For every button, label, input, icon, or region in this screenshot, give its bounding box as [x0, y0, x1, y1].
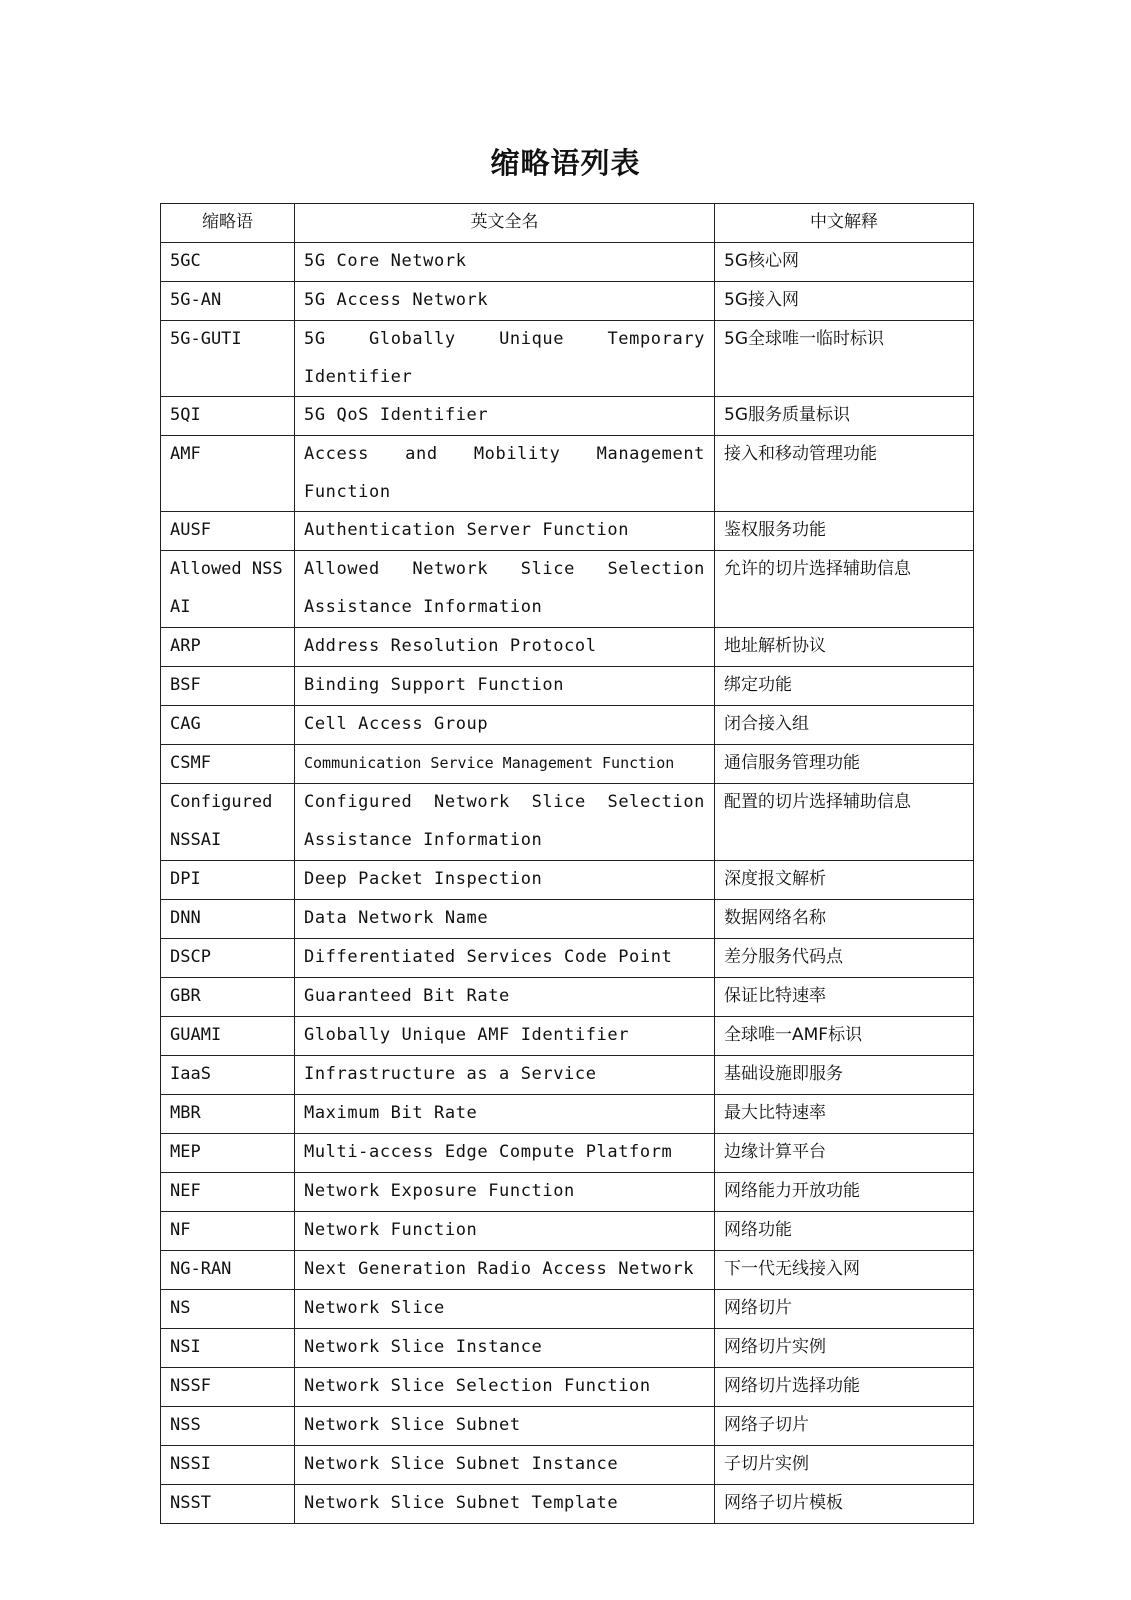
table-row — [161, 706, 974, 745]
abbr-cell: MEP — [161, 1134, 295, 1173]
english-cell: Configured Network Slice Selection Assistance Information — [295, 784, 715, 861]
abbr-cell: 5G-AN — [161, 282, 295, 321]
abbr-cell: NS — [161, 1290, 295, 1329]
abbr-cell: NSSF — [161, 1368, 295, 1407]
abbr-cell: Allowed NSSAI — [161, 551, 295, 628]
english-cell: Authentication Server Function — [295, 512, 715, 551]
abbr-cell: DNN — [161, 900, 295, 939]
table-row — [161, 1368, 974, 1407]
chinese-cell: 鉴权服务功能 — [715, 512, 974, 551]
table-row — [161, 1290, 974, 1329]
chinese-cell: 允许的切片选择辅助信息 — [715, 551, 974, 628]
chinese-cell: 配置的切片选择辅助信息 — [715, 784, 974, 861]
table-row — [161, 397, 974, 436]
english-cell: Network Slice Subnet — [295, 1407, 715, 1446]
table-row — [161, 436, 974, 512]
abbr-cell: GBR — [161, 978, 295, 1017]
abbr-cell: 5GC — [161, 243, 295, 282]
english-cell: Allowed Network Slice Selection Assistance Information — [295, 551, 715, 628]
english-cell: Guaranteed Bit Rate — [295, 978, 715, 1017]
english-cell: Network Function — [295, 1212, 715, 1251]
chinese-cell: 网络子切片模板 — [715, 1485, 974, 1524]
english-cell: Globally Unique AMF Identifier — [295, 1017, 715, 1056]
english-cell: Network Slice Instance — [295, 1329, 715, 1368]
abbreviation-table — [160, 203, 974, 1524]
table-row — [161, 1017, 974, 1056]
abbr-cell: DSCP — [161, 939, 295, 978]
english-cell: Next Generation Radio Access Network — [295, 1251, 715, 1290]
table-row — [161, 551, 974, 628]
abbr-cell: NF — [161, 1212, 295, 1251]
table-row — [161, 1095, 974, 1134]
table-row — [161, 512, 974, 551]
chinese-cell: 网络能力开放功能 — [715, 1173, 974, 1212]
table-row — [161, 1134, 974, 1173]
page-title: 缩略语列表 — [490, 146, 641, 180]
english-cell: Network Slice Subnet Template — [295, 1485, 715, 1524]
english-cell: Access and Mobility Management Function — [295, 436, 715, 512]
table-row — [161, 667, 974, 706]
english-cell: Maximum Bit Rate — [295, 1095, 715, 1134]
table-row — [161, 978, 974, 1017]
chinese-cell: 子切片实例 — [715, 1446, 974, 1485]
abbr-cell: 5QI — [161, 397, 295, 436]
chinese-cell: 网络子切片 — [715, 1407, 974, 1446]
abbr-cell: AUSF — [161, 512, 295, 551]
table-row — [161, 1173, 974, 1212]
abbr-cell: Configured NSSAI — [161, 784, 295, 861]
abbr-cell: IaaS — [161, 1056, 295, 1095]
chinese-cell: 5G接入网 — [715, 282, 974, 321]
table-row — [161, 243, 974, 282]
chinese-cell: 边缘计算平台 — [715, 1134, 974, 1173]
abbr-cell: DPI — [161, 861, 295, 900]
chinese-cell: 差分服务代码点 — [715, 939, 974, 978]
table-row — [161, 1407, 974, 1446]
table-row — [161, 1212, 974, 1251]
abbr-cell: CSMF — [161, 745, 295, 784]
abbr-cell: ARP — [161, 628, 295, 667]
abbr-cell: MBR — [161, 1095, 295, 1134]
abbr-cell: BSF — [161, 667, 295, 706]
chinese-cell: 闭合接入组 — [715, 706, 974, 745]
column-header-abbr: 缩略语 — [161, 204, 295, 243]
abbr-cell: 5G-GUTI — [161, 321, 295, 397]
chinese-cell: 深度报文解析 — [715, 861, 974, 900]
english-cell: 5G Core Network — [295, 243, 715, 282]
chinese-cell: 保证比特速率 — [715, 978, 974, 1017]
chinese-cell: 绑定功能 — [715, 667, 974, 706]
abbr-cell: NSST — [161, 1485, 295, 1524]
chinese-cell: 网络功能 — [715, 1212, 974, 1251]
english-cell: Data Network Name — [295, 900, 715, 939]
chinese-cell: 接入和移动管理功能 — [715, 436, 974, 512]
english-cell: 5G Access Network — [295, 282, 715, 321]
table-header-row — [161, 204, 974, 243]
table-row — [161, 939, 974, 978]
abbr-cell: NSI — [161, 1329, 295, 1368]
english-cell: Differentiated Services Code Point — [295, 939, 715, 978]
table-row — [161, 628, 974, 667]
english-cell: Network Slice Selection Function — [295, 1368, 715, 1407]
chinese-cell: 网络切片 — [715, 1290, 974, 1329]
chinese-cell: 最大比特速率 — [715, 1095, 974, 1134]
table-row — [161, 321, 974, 397]
abbr-cell: NSS — [161, 1407, 295, 1446]
english-cell: Infrastructure as a Service — [295, 1056, 715, 1095]
english-cell: Network Slice Subnet Instance — [295, 1446, 715, 1485]
english-cell: Communication Service Management Function — [295, 745, 715, 784]
english-cell: Multi-access Edge Compute Platform — [295, 1134, 715, 1173]
english-cell: Binding Support Function — [295, 667, 715, 706]
chinese-cell: 网络切片实例 — [715, 1329, 974, 1368]
abbr-cell: NG-RAN — [161, 1251, 295, 1290]
table-row — [161, 282, 974, 321]
column-header-english: 英文全名 — [295, 204, 715, 243]
english-cell: Network Exposure Function — [295, 1173, 715, 1212]
table-row — [161, 1251, 974, 1290]
english-cell: Network Slice — [295, 1290, 715, 1329]
abbr-cell: NEF — [161, 1173, 295, 1212]
chinese-cell: 5G核心网 — [715, 243, 974, 282]
chinese-cell: 5G服务质量标识 — [715, 397, 974, 436]
table-row — [161, 1329, 974, 1368]
table-row — [161, 900, 974, 939]
chinese-cell: 通信服务管理功能 — [715, 745, 974, 784]
table-row — [161, 1056, 974, 1095]
chinese-cell: 数据网络名称 — [715, 900, 974, 939]
english-cell: Deep Packet Inspection — [295, 861, 715, 900]
table-row — [161, 1485, 974, 1524]
english-cell: Address Resolution Protocol — [295, 628, 715, 667]
english-cell: 5G QoS Identifier — [295, 397, 715, 436]
chinese-cell: 地址解析协议 — [715, 628, 974, 667]
table-row — [161, 784, 974, 861]
abbr-cell: AMF — [161, 436, 295, 512]
chinese-cell: 下一代无线接入网 — [715, 1251, 974, 1290]
english-cell: 5G Globally Unique Temporary Identifier — [295, 321, 715, 397]
chinese-cell: 5G全球唯一临时标识 — [715, 321, 974, 397]
english-cell: Cell Access Group — [295, 706, 715, 745]
table-row — [161, 861, 974, 900]
table-row — [161, 745, 974, 784]
column-header-chinese: 中文解释 — [715, 204, 974, 243]
chinese-cell: 基础设施即服务 — [715, 1056, 974, 1095]
abbr-cell: NSSI — [161, 1446, 295, 1485]
chinese-cell: 网络切片选择功能 — [715, 1368, 974, 1407]
abbr-cell: CAG — [161, 706, 295, 745]
abbr-cell: GUAMI — [161, 1017, 295, 1056]
chinese-cell: 全球唯一AMF标识 — [715, 1017, 974, 1056]
table-row — [161, 1446, 974, 1485]
